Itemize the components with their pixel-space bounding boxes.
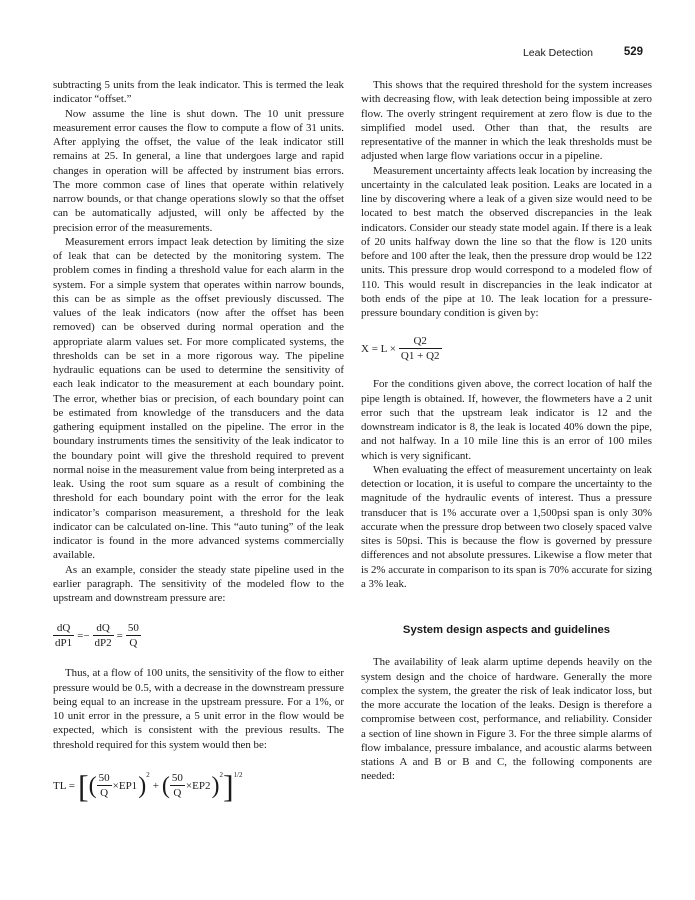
paragraph: Thus, at a flow of 100 units, the sensitivity of the flow to either pressure would be 0.5, with a decrease in the downstream pressure being equal to an increase in the upstream pressure. For a 1%, or 10 unit error in the pressure, a 5 unit error in the flow would be expected, which is consistent with the previous results. The threshold required for this system would then be: <box>53 667 344 751</box>
fraction: $\frac{dQ}{dP2}$ <box>94 622 112 650</box>
paragraph: For the conditions given above, the correct location of half the pipe length is obtained. If, however, the flowmeters have a 2 unit error such that the upstream leak indicator is 12 and the downstream indicator is 8, the leak is located 40% down the pipe, and not halfway. In a 10 mile line this is an error of 100 miles which is very significant. <box>361 378 652 462</box>
paragraph: The availability of leak alarm uptime depends heavily on the system design and the choice of hardware. Generally the more complex the system, the greater the risk of leak indicator loss, but the more accurate the location of the leaks. Design is therefore a compromise between cost, performance, and reliability. Consider a section of line shown in Figure 3. For the three simple alarms of flow imbalance, pressure imbalance, and acoustic alarms between stations A and B or B and C, the following components are needed: <box>361 656 652 783</box>
running-title: Leak Detection <box>522 47 593 59</box>
paragraph: As an example, consider the steady state pipeline used in the earlier paragraph. The sensitivity of the modeled flow to the upstream and downstream pressure are: <box>53 563 344 604</box>
paragraph: Now assume the line is shut down. The 10 unit pressure measurement error causes the flow to compute a flow of 31 units. After applying the offset, the value of the leak indicator still remains at 25. In general, a line that undergoes large and rapid changes in operation will be affected by instrument bias errors. The more common case of lines that operate within relatively narrow bounds, or that change operations slowly so that the offset can be automatically adjusted, will only be affected by the precision error of the measurements. <box>53 107 344 234</box>
running-header <box>52 47 643 63</box>
fraction: $\frac{Q2}{Q1 + Q2}$ <box>400 335 440 363</box>
fraction: $\frac{50}{Q}$ <box>171 772 183 800</box>
equation-sensitivity: $\frac{dQ}{dP1}$ =− $\frac{dQ}{dP2}$ = $\frac{50}{Q}$ <box>55 622 139 650</box>
section-heading: System design aspects and guidelines <box>402 624 611 636</box>
paragraph: Measurement uncertainty affects leak location by increasing the uncertainty in the calculated leak position. Leaks are located in a line by discovering where a leak of a given size would need to be located to best match the observed discrepancies in the leak indicators. Consider our steady state model again. If there is a leak of 20 units halfway down the line so that the flow is 120 units before and 100 after the leak, then the pressure drop would be 122 units. This pressure drop would correspond to a modeled flow of 110. This would result in discrepancies in the leak indicator at both ends of the pipe at 10. The leak location for a pressure-pressure boundary condition is given by: <box>361 164 652 319</box>
equation-leak-location: X = L × $\frac{Q2}{Q1 + Q2}$ <box>361 335 440 363</box>
fraction: $\frac{50}{Q}$ <box>127 622 139 650</box>
paragraph: When evaluating the effect of measurement uncertainty on leak detection or location, it is useful to compare the uncertainty to the magnitude of the hydraulic events of interest. Thus a pressure transducer that is 1% accurate over a 1,500psi span is only 30% accurate when the pressure drop between two closely spaced valve sites is 50psi. This is because the flow is governed by pressure differences and not absolute pressures. Likewise a flow meter that is 2% accurate in comparison to its span is 70% accurate for sizing a 3% leak. <box>361 463 652 590</box>
right-column <box>361 78 652 784</box>
paragraph: This shows that the required threshold for the system increases with decreasing flow, with leak detection being impossible at zero flow. The overly stringent requirement at zero flow is due to the simplified model used. Other than that, the results are representative of the manner in which the leak thresholds must be adjusted when large flow variations occur in a pipeline. <box>361 79 652 163</box>
paragraph: subtracting 5 units from the leak indicator. This is termed the leak indicator “offset.” <box>53 79 344 106</box>
paragraph: Measurement errors impact leak detection by limiting the size of leak that can be detected by the monitoring system. The problem comes in finding a threshold value for each alarm in the system. For a simple system that operates within narrow bounds, this can be as simple as the offset previously discussed. The values of the leak indicators (now after the offset has been removed) can be observed during normal operation and the appropriate alarm values set. For more complicated systems, the thresholds can be set in a more rigorous way. The pipeline hydraulic equations can be used to determine the sensitivity of each leak indicator to the measurement at each boundary point. The error, whether bias or precision, of each boundary point can be estimated from knowledge of the transducers and the data gathering equipment installed on the pipeline. The error in the boundary instruments times the sensitivity of the leak indicator to the boundary point will give the threshold required to prevent normal noise in the measurement value from being interpreted as a leak. Using the root sum square as a result of combining the threshold for each boundary point with the error for the leak indicator’s comparison measurement, a threshold for the leak indicator can be calculated on-line. This “auto tuning” of the leak indicator is found in the more advanced systems commercially available. <box>53 235 344 562</box>
fraction: $\frac{dQ}{dP1}$ <box>55 622 73 650</box>
left-column <box>53 78 344 802</box>
fraction: $\frac{50}{Q}$ <box>98 772 110 800</box>
page-number: 529 <box>623 46 643 58</box>
equation-threshold: TL =[( $\frac{50}{Q}$ ×EP1)$^2$+ ( $\frac{50}{Q}$ ×EP2)$^2$]$^{1/2}$ <box>53 767 243 804</box>
